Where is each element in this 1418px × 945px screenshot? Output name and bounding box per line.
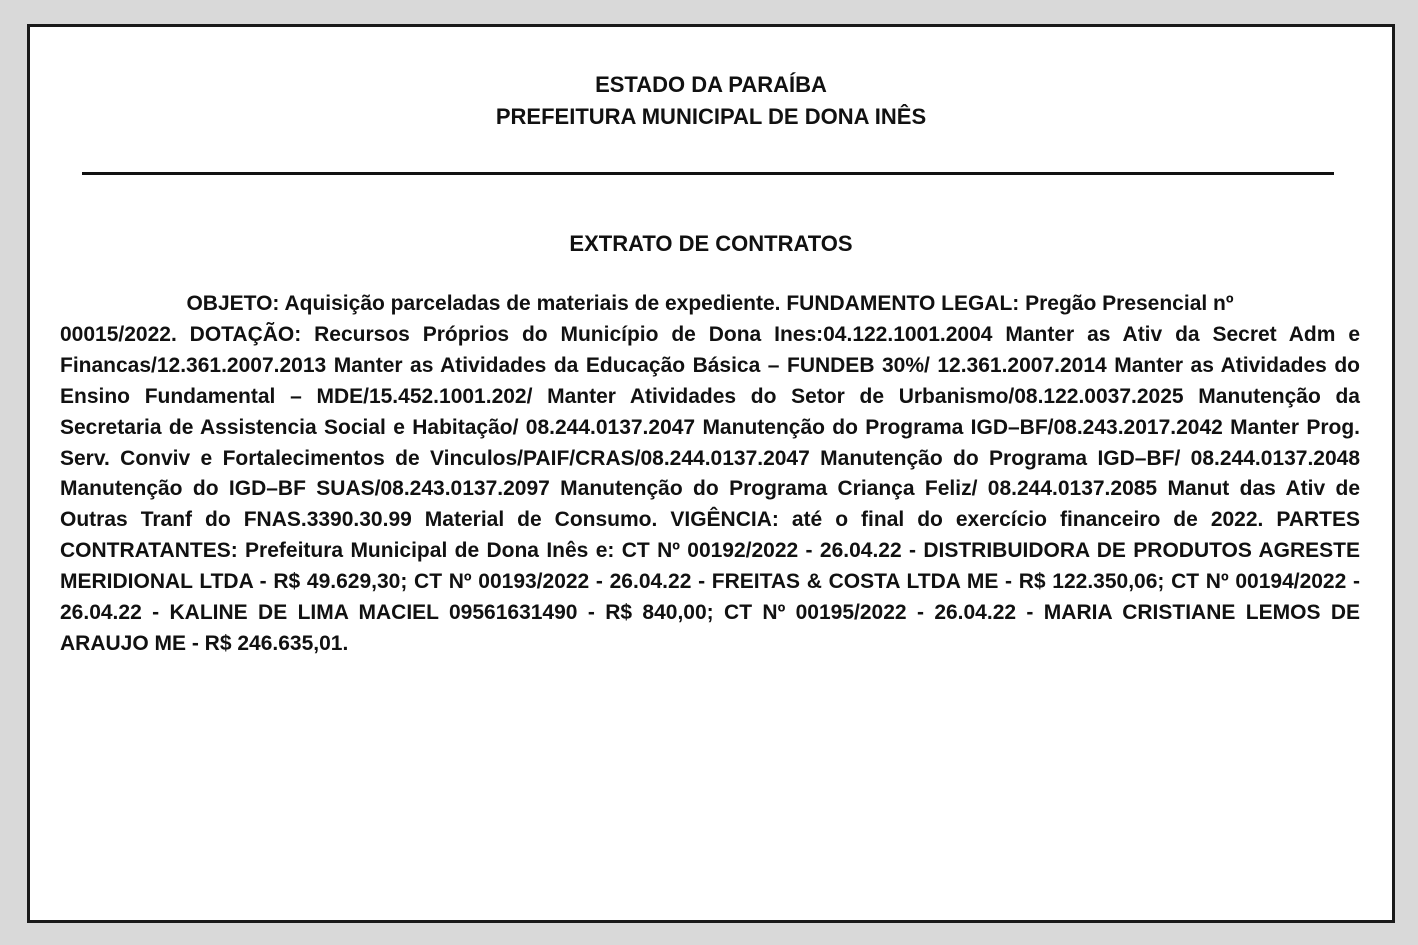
municipality-name: PREFEITURA MUNICIPAL DE DONA INÊS	[495, 104, 927, 129]
body-rest: 00015/2022. DOTAÇÃO: Recursos Próprios do Município de Dona Ines:04.122.1001.2004 Manter as Ativ da Secret Adm e Financas/12.361.2007.2013 Manter as Atividades da Educação Básica – FUNDEB 30%/ 12.361.2007.2014 Manter as Atividades do Ensino Fundamental – MDE/15.452.1001.202/ Manter Atividades do Setor de Urbanismo/08.122.0037.2025 Manutenção da Secretaria de Assistencia Social e Habitação/ 08.244.0137.2047 Manutenção do Programa IGD–BF/08.243.2017.2042 Manter Prog. Serv. Conviv e Fortalecimentos de Vinculos/PAIF/CRAS/08.244.0137.2047 Manutenção do Programa IGD–BF/ 08.244.0137.2048 Manutenção do IGD–BF SUAS/08.243.0137.2097 Manutenção do Programa Criança Feliz/ 08.244.0137.2085 Manut das Ativ de Outras Tranf do FNAS.3390.30.99 Material de Consumo. VIGÊNCIA: até o final do exercício financeiro de 2022. PARTES CONTRATANTES: Prefeitura Municipal de Dona Inês e: CT Nº 00192/2022 - 26.04.22 - DISTRIBUIDORA DE PRODUTOS AGRESTE MERIDIONAL LTDA - R$ 49.629,30; CT Nº 00193/2022 - 26.04.22 - FREITAS & COSTA LTDA ME - R$ 122.350,06; CT Nº 00194/2022 - 26.04.22 - KALINE DE LIMA MACIEL 09561631490 - R$ 840,00; CT Nº 00195/2022 - 26.04.22 - MARIA CRISTIANE LEMOS DE ARAUJO ME - R$ 246.635,01.	[60, 322, 1360, 655]
contract-extract-text	[60, 289, 1360, 660]
section-title: EXTRATO DE CONTRATOS	[569, 231, 853, 256]
state-name: ESTADO DA PARAÍBA	[595, 72, 827, 97]
header-divider	[82, 172, 1334, 175]
document-header	[30, 69, 1392, 133]
body-first-line: OBJETO: Aquisição parceladas de materiais de expediente. FUNDAMENTO LEGAL: Pregão Presencial nº	[186, 292, 1234, 315]
document-page	[27, 24, 1395, 923]
